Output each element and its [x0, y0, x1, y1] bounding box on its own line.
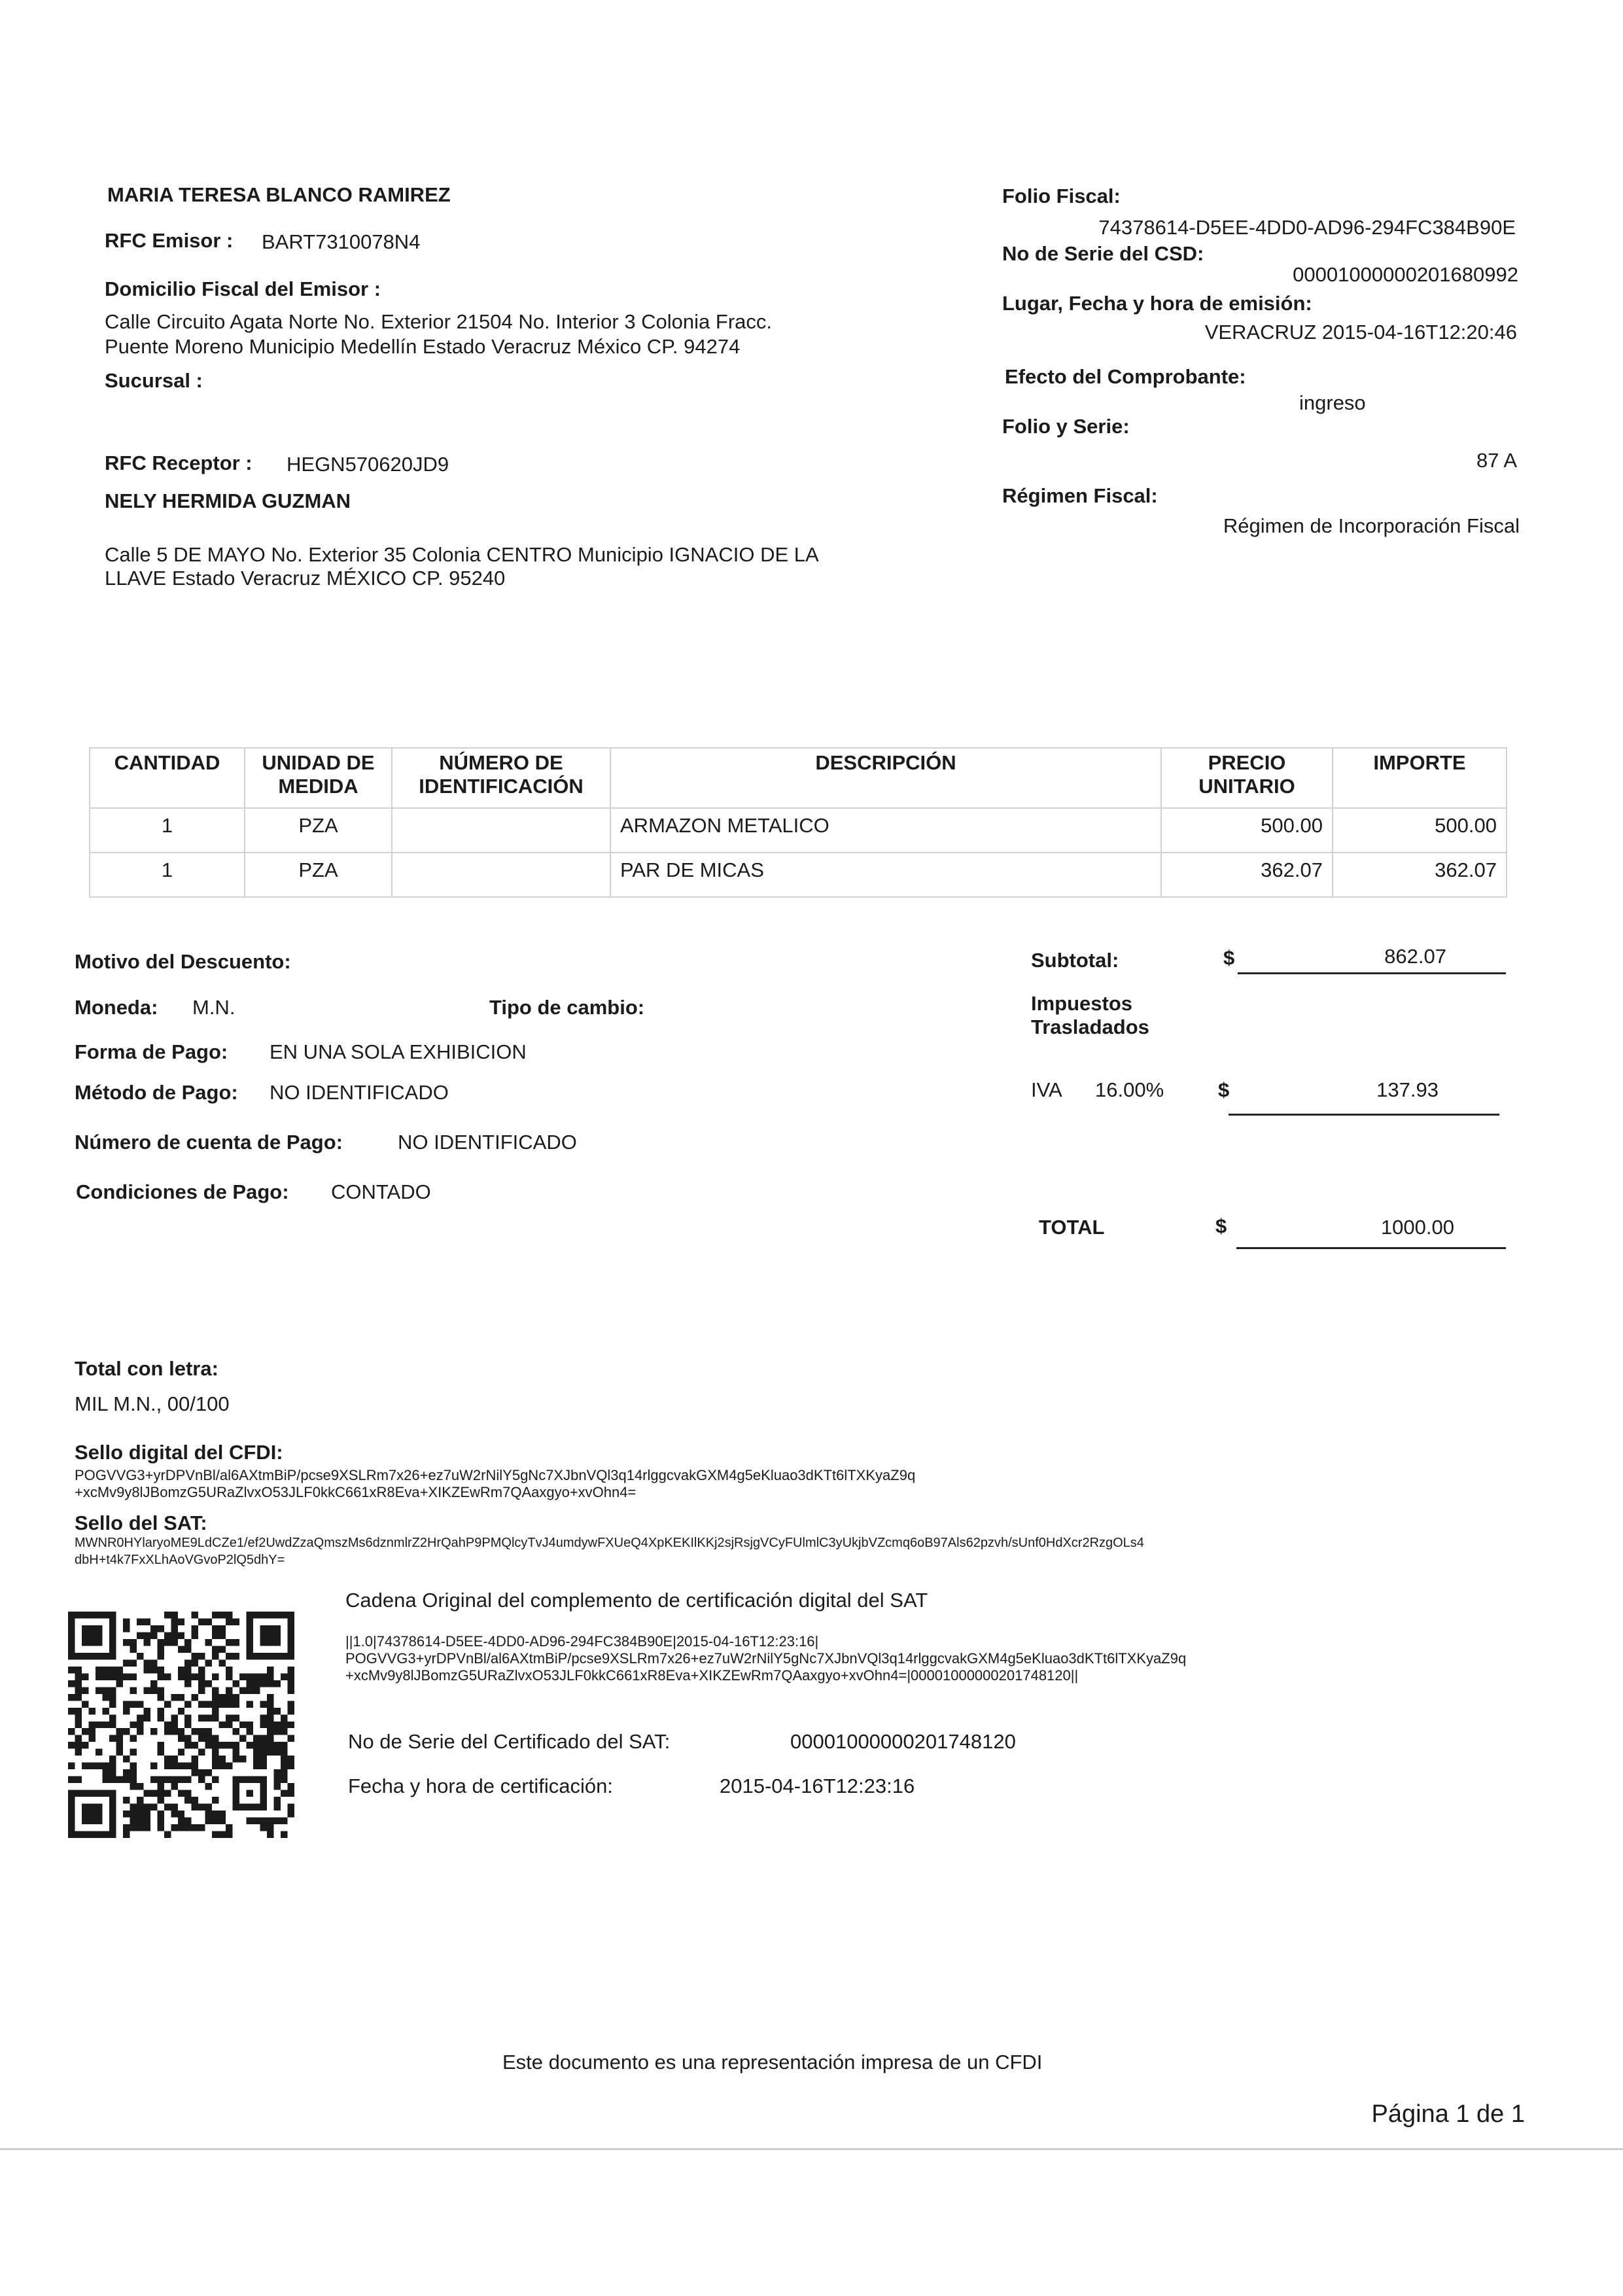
impuestos-label-2: Trasladados [1031, 1016, 1149, 1038]
efecto-value: ingreso [1299, 391, 1366, 414]
page-edge-divider [0, 2148, 1623, 2150]
cadena-title: Cadena Original del complemento de certificación digital del SAT [345, 1589, 928, 1612]
subtotal-value: 862.07 [1384, 945, 1446, 968]
folio-serie-value: 87 A [1476, 449, 1517, 472]
col-header-precio: PRECIO UNITARIO [1161, 748, 1333, 808]
footer-note: Este documento es una representación impresa de un CFDI [502, 2051, 1043, 2074]
cell-descripcion: ARMAZON METALICO [610, 808, 1161, 853]
moneda-label: Moneda: [75, 996, 158, 1019]
cert-serie-value: 00001000000201748120 [790, 1730, 1016, 1753]
cadena-line2: POGVVG3+yrDPVnBl/al6AXtmBiP/pcse9XSLRm7x26+ez7uW2rNilY5gNc7XJbnVQl3q14rlggcvakGXM4g5eKluao3dKTt6lTXKyaZ9q [345, 1650, 1187, 1667]
regimen-value: Régimen de Incorporación Fiscal [1223, 514, 1520, 537]
cell-descripcion: PAR DE MICAS [610, 853, 1161, 897]
metodo-pago-label: Método de Pago: [75, 1081, 238, 1104]
cell-importe: 500.00 [1333, 808, 1507, 853]
regimen-label: Régimen Fiscal: [1002, 484, 1158, 507]
cert-fecha-value: 2015-04-16T12:23:16 [720, 1775, 915, 1797]
cuenta-pago-value: NO IDENTIFICADO [398, 1131, 577, 1154]
cell-cantidad: 1 [90, 808, 245, 853]
items-table [89, 747, 1507, 898]
metodo-pago-value: NO IDENTIFICADO [270, 1081, 449, 1104]
table-row [90, 808, 1507, 853]
cert-fecha-label: Fecha y hora de certificación: [348, 1775, 613, 1797]
cell-numero [392, 853, 610, 897]
receptor-address-line2: LLAVE Estado Veracruz MÉXICO CP. 95240 [105, 567, 506, 590]
cuenta-pago-label: Número de cuenta de Pago: [75, 1131, 343, 1154]
iva-currency: $ [1218, 1078, 1230, 1101]
total-currency: $ [1215, 1214, 1227, 1237]
col-header-cantidad: CANTIDAD [90, 748, 245, 808]
emisor-name: MARIA TERESA BLANCO RAMIREZ [107, 183, 451, 206]
cell-unidad: PZA [245, 808, 392, 853]
lugar-fecha-value: VERACRUZ 2015-04-16T12:20:46 [1204, 321, 1517, 344]
moneda-value: M.N. [192, 996, 236, 1019]
cell-unidad: PZA [245, 853, 392, 897]
iva-rate: 16.00% [1095, 1078, 1164, 1101]
domicilio-label: Domicilio Fiscal del Emisor : [105, 277, 381, 300]
cell-numero [392, 808, 610, 853]
rfc-receptor-value: HEGN570620JD9 [287, 453, 449, 476]
motivo-descuento-label: Motivo del Descuento: [75, 950, 291, 973]
receptor-name: NELY HERMIDA GUZMAN [105, 489, 351, 512]
sello-sat-line2: dbH+t4k7FxXLhAoVGvoP2lQ5dhY= [75, 1553, 285, 1567]
sucursal-label: Sucursal : [105, 369, 203, 392]
table-row [90, 853, 1507, 897]
total-letra-value: MIL M.N., 00/100 [75, 1392, 230, 1415]
impuestos-label-1: Impuestos [1031, 992, 1133, 1015]
domicilio-line1: Calle Circuito Agata Norte No. Exterior 21504 No. Interior 3 Colonia Fracc. [105, 310, 773, 333]
total-value: 1000.00 [1380, 1216, 1454, 1239]
total-label: TOTAL [1039, 1216, 1105, 1239]
cell-precio: 500.00 [1161, 808, 1333, 853]
lugar-fecha-label: Lugar, Fecha y hora de emisión: [1002, 292, 1312, 315]
rfc-emisor-value: BART7310078N4 [262, 230, 421, 253]
serie-csd-value: 00001000000201680992 [1293, 263, 1518, 286]
col-header-importe: IMPORTE [1333, 748, 1507, 808]
col-header-unidad: UNIDAD DE MEDIDA [245, 748, 392, 808]
condiciones-pago-label: Condiciones de Pago: [76, 1180, 289, 1203]
col-header-numero: NÚMERO DE IDENTIFICACIÓN [392, 748, 610, 808]
cadena-line1: ||1.0|74378614-D5EE-4DD0-AD96-294FC384B90E|2015-04-16T12:23:16| [345, 1633, 819, 1650]
cell-precio: 362.07 [1161, 853, 1333, 897]
iva-value: 137.93 [1376, 1078, 1439, 1101]
serie-csd-label: No de Serie del CSD: [1002, 242, 1204, 265]
folio-serie-label: Folio y Serie: [1002, 415, 1130, 438]
sello-sat-label: Sello del SAT: [75, 1511, 207, 1534]
tipo-cambio-label: Tipo de cambio: [489, 996, 645, 1019]
forma-pago-value: EN UNA SOLA EXHIBICION [270, 1040, 527, 1063]
subtotal-currency: $ [1223, 946, 1235, 969]
sello-sat-line1: MWNR0HYlaryoME9LdCZe1/ef2UwdZzaQmszMs6dznmlrZ2HrQahP9PMQlcyTvJ4umdywFXUeQ4XpKEKIlKKj2sjRsjgVCyFUlmlC3yUkjbVZcmq6oB97Als62pzvh/sUnf0HdXcr2RzgOLs4 [75, 1536, 1144, 1550]
folio-fiscal-value: 74378614-D5EE-4DD0-AD96-294FC384B90E [1098, 216, 1516, 239]
cell-importe: 362.07 [1333, 853, 1507, 897]
total-letra-label: Total con letra: [75, 1357, 218, 1380]
table-header-row [90, 748, 1507, 808]
subtotal-label: Subtotal: [1031, 949, 1119, 972]
rfc-emisor-label: RFC Emisor : [105, 229, 234, 252]
sello-cfdi-label: Sello digital del CFDI: [75, 1441, 283, 1464]
page-number: Página 1 de 1 [1371, 2100, 1525, 2128]
total-underline [1236, 1247, 1506, 1249]
forma-pago-label: Forma de Pago: [75, 1040, 228, 1063]
folio-fiscal-label: Folio Fiscal: [1002, 185, 1121, 207]
iva-label: IVA [1031, 1078, 1062, 1101]
efecto-label: Efecto del Comprobante: [1005, 365, 1246, 388]
receptor-address-line1: Calle 5 DE MAYO No. Exterior 35 Colonia CENTRO Municipio IGNACIO DE LA [105, 543, 819, 566]
iva-underline [1229, 1114, 1499, 1116]
cert-serie-label: No de Serie del Certificado del SAT: [348, 1730, 671, 1753]
condiciones-pago-value: CONTADO [331, 1180, 431, 1203]
sello-cfdi-line1: POGVVG3+yrDPVnBl/al6AXtmBiP/pcse9XSLRm7x26+ez7uW2rNilY5gNc7XJbnVQl3q14rlggcvakGXM4g5eKluao3dKTt6lTXKyaZ9q [75, 1467, 916, 1483]
domicilio-line2: Puente Moreno Municipio Medellín Estado Veracruz México CP. 94274 [105, 335, 741, 358]
col-header-descripcion: DESCRIPCIÓN [610, 748, 1161, 808]
cadena-line3: +xcMv9y8lJBomzG5URaZlvxO53JLF0kkC661xR8Eva+XIKZEwRm7QAaxgyo+xvOhn4=|00001000000201748120|| [345, 1667, 1079, 1684]
rfc-receptor-label: RFC Receptor : [105, 451, 253, 474]
qr-code-icon [68, 1612, 294, 1838]
cell-cantidad: 1 [90, 853, 245, 897]
sello-cfdi-line2: +xcMv9y8lJBomzG5URaZlvxO53JLF0kkC661xR8Eva+XIKZEwRm7QAaxgyo+xvOhn4= [75, 1484, 637, 1500]
subtotal-underline [1238, 972, 1506, 974]
